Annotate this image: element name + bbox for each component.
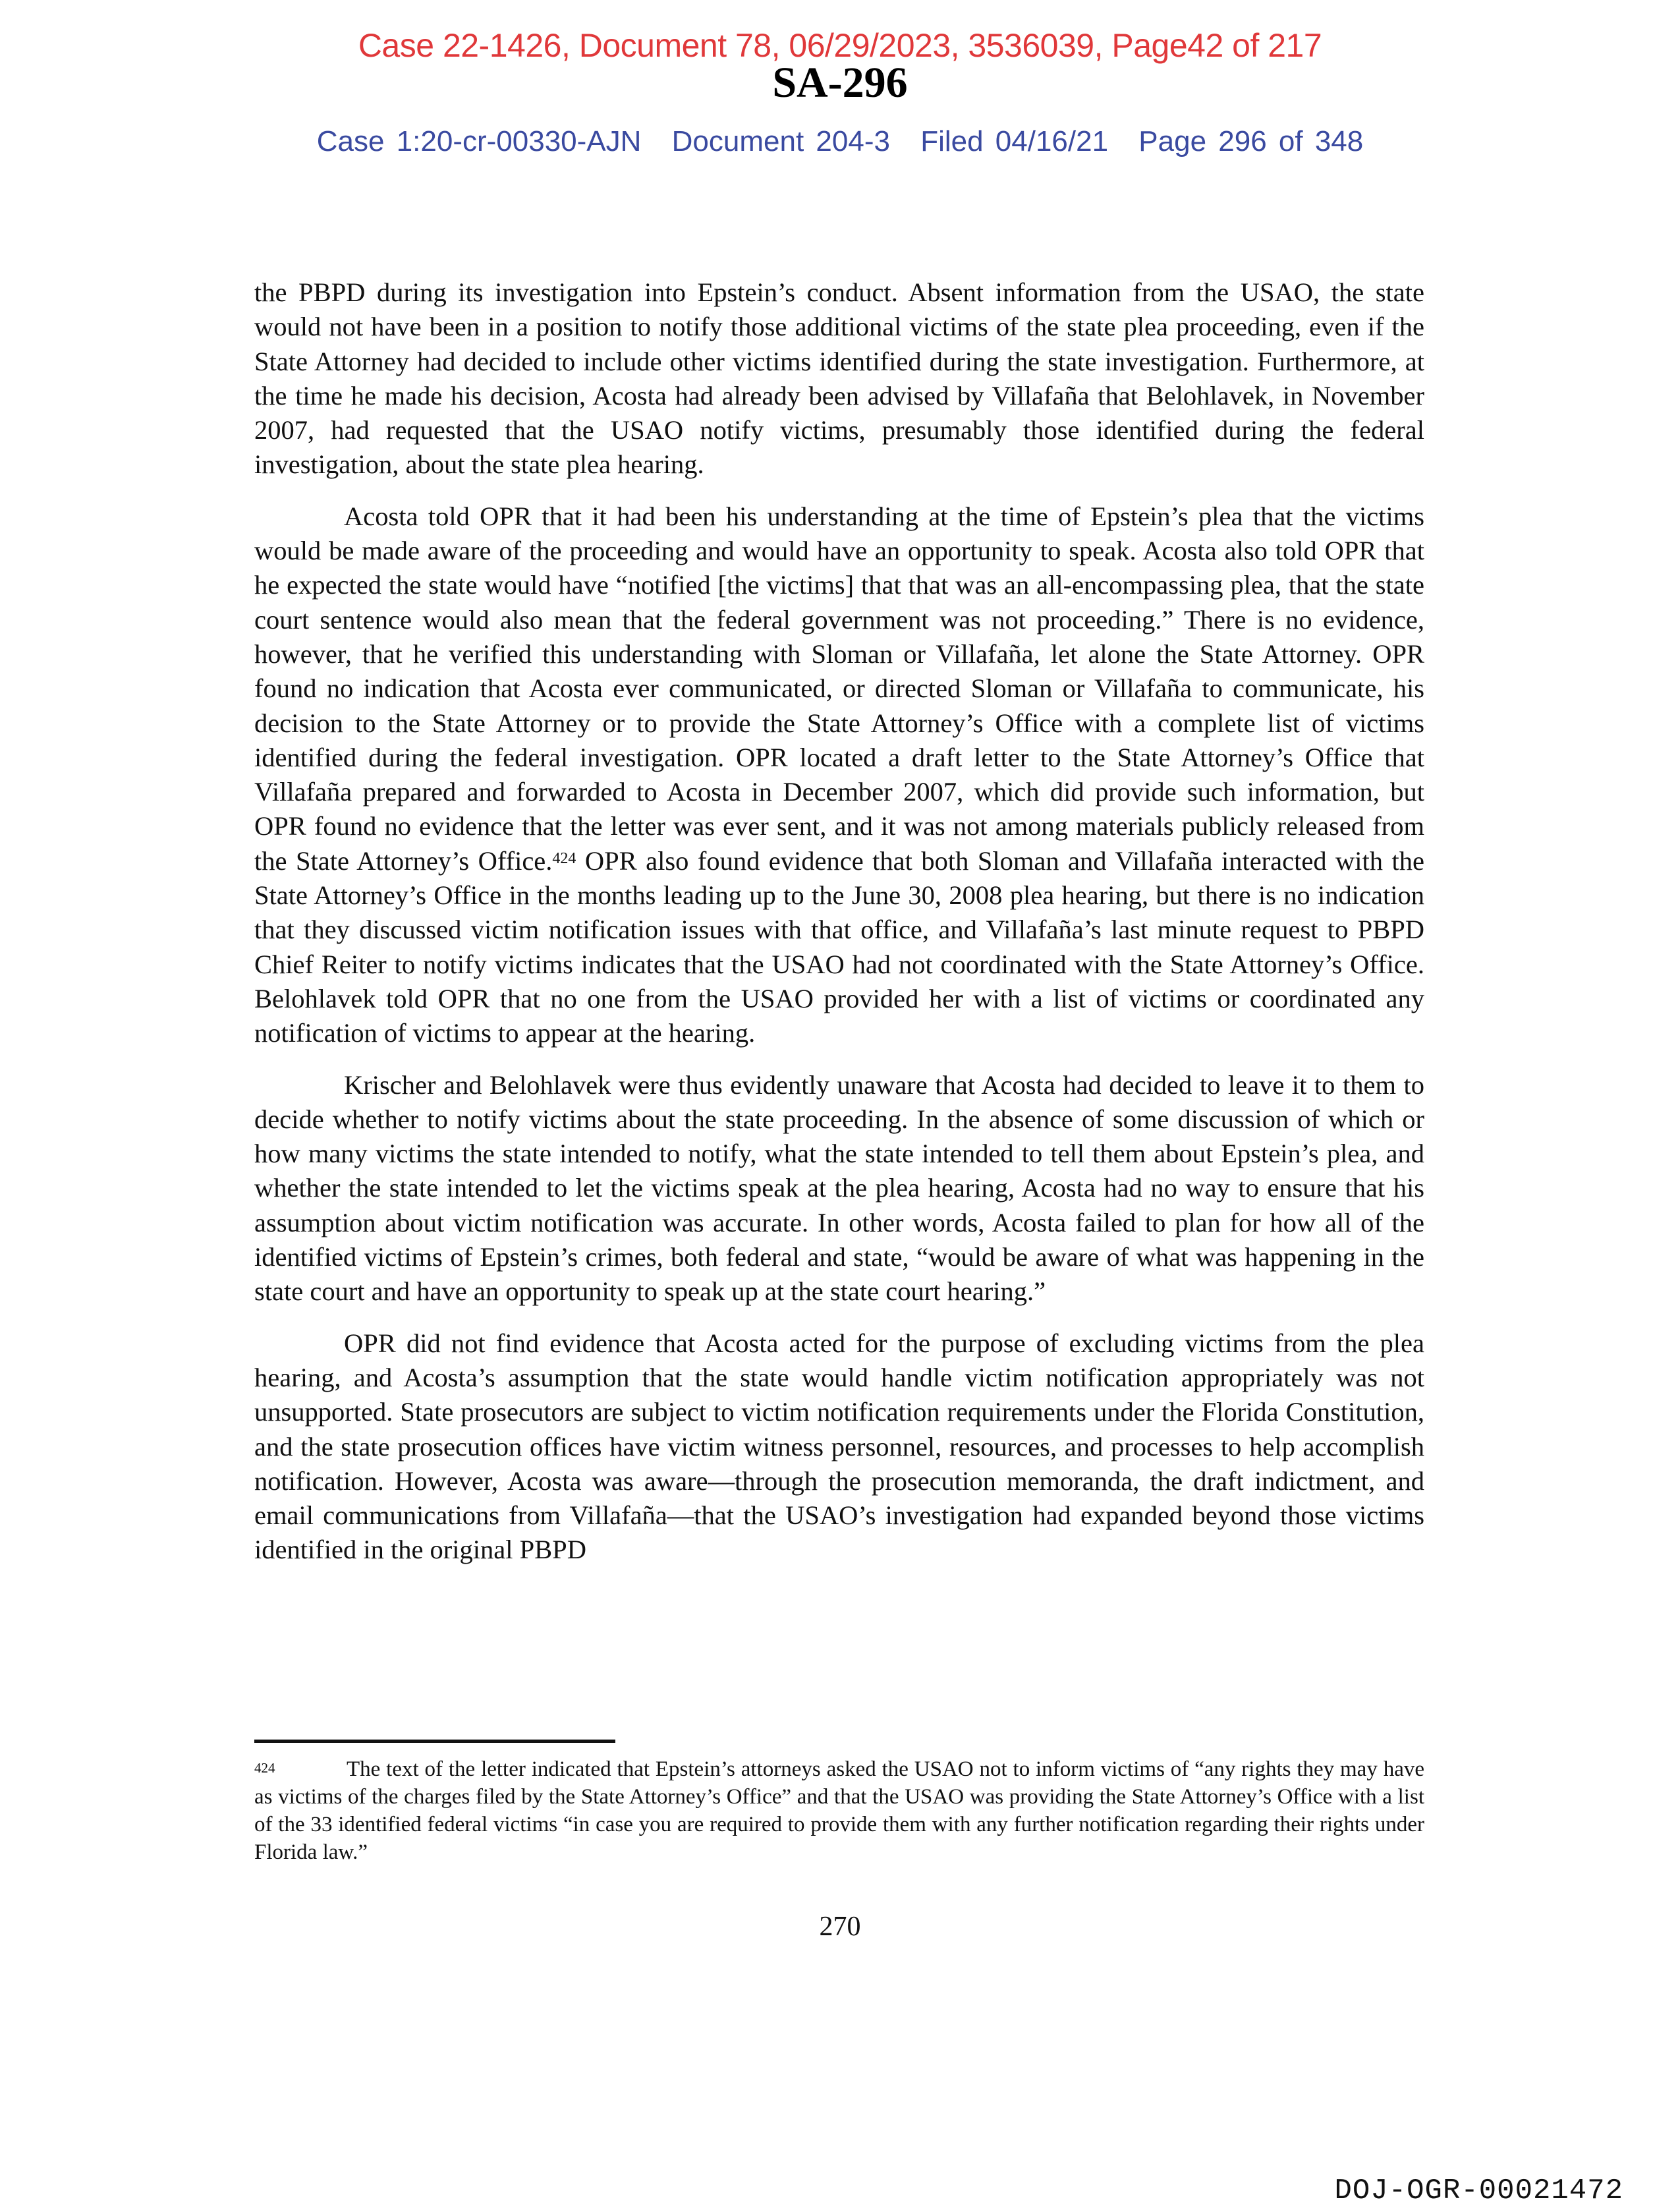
footnote-divider (254, 1740, 615, 1743)
stamp-case-number: Case 1:20-cr-00330-AJN (316, 125, 642, 157)
paragraph-acosta-understanding (254, 499, 1424, 1051)
footnote-text: The text of the letter indicated that Epstein’s attorneys asked the USAO not to inform victims of “any rights they may have as victims of the charges filed by the State Attorney’s Office” and that the USAO was providing the State Attorney’s Office with a list of the 33 identified federal victims “in case you are required to provide them with any further notification regarding their rights under Florida law.” (254, 1757, 1424, 1864)
footnote-number: 424 (254, 1760, 275, 1776)
stamp-page-count: Page 296 of 348 (1138, 125, 1364, 157)
paragraph-continued: the PBPD during its investigation into Epstein’s conduct. Absent information from the USAO, the state would not have been in a position to notify those additional victims of the state plea proceeding, even if the State Attorney had decided to include other victims identified during the state investigation. Furthermore, at the time he made his decision, Acosta had already been advised by Villafaña that Belohlavek, in November 2007, had requested that the USAO notify victims, presumably those identified during the federal investigation, about the state plea hearing. (254, 277, 1424, 480)
stamp-document-number: Document 204-3 (671, 125, 890, 157)
bates-number: DOJ-OGR-00021472 (1334, 2174, 1623, 2207)
document-body (254, 275, 1424, 1585)
footnote-424 (254, 1755, 1424, 1866)
paragraph-text: Acosta told OPR that it had been his understanding at the time of Epstein’s plea that the victims would be made aware of the proceeding and would have an opportunity to speak. Acosta also told OPR that he expected the state would have “notified [the victims] that that was an all-encompassing plea, that the state court sentence would also mean that the federal government was not proceeding.” There is no evidence, however, that he verified this understanding with Sloman or Villafaña, let alone the State Attorney. OPR found no indication that Acosta ever communicated, or directed Sloman or Villafaña to communicate, his decision to the State Attorney or to provide the State Attorney’s Office with a complete list of victims identified during the federal investigation. OPR located a draft letter to the State Attorney’s Office that Villafaña prepared and forwarded to Acosta in December 2007, which did provide such information, but OPR found no evidence that the letter was ever sent, and it was not among materials publicly released from the State Attorney’s Office. (254, 501, 1424, 876)
paragraph-text-cont: OPR also found evidence that both Sloman and Villafaña interacted with the State Attorney’s Office in the months leading up to the June 30, 2008 plea hearing, but there is no indication that they discussed victim notification issues with that office, and Villafaña’s last minute request to PBPD Chief Reiter to notify victims indicates that the USAO had not coordinated with the State Attorney’s Office. Belohlavek told OPR that no one from the USAO provided her with a list of victims or coordinated any notification of victims to appear at the hearing. (254, 845, 1425, 1048)
page-number: 270 (819, 1912, 861, 1942)
district-case-stamp (0, 125, 1680, 158)
appendix-page-label: SA-296 (772, 59, 908, 107)
appellate-case-stamp: Case 22-1426, Document 78, 06/29/2023, 3536039, Page42 of 217 (358, 27, 1322, 64)
stamp-filed-date: Filed 04/16/21 (920, 125, 1109, 157)
paragraph-opr-finding: OPR did not find evidence that Acosta acted for the purpose of excluding victims from the plea hearing, and Acosta’s assumption that the state would handle victim notification appropriately was not unsupported. State prosecutors are subject to victim notification requirements under the Florida Constitution, and the state prosecution offices have victim witness personnel, resources, and processes to help accomplish notification. However, Acosta was aware—through the prosecution memoranda, the draft indictment, and email communications from Villafaña—that the USAO’s investigation had expanded beyond those victims identified in the original PBPD (254, 1328, 1424, 1565)
paragraph-krischer-belohlavek: Krischer and Belohlavek were thus evidently unaware that Acosta had decided to leave it to them to decide whether to notify victims about the state proceeding. In the absence of some discussion of which or how many victims the state intended to notify, what the state intended to tell them about Epstein’s plea, and whether the state intended to let the victims speak at the plea hearing, Acosta had no way to ensure that his assumption about victim notification was accurate. In other words, Acosta failed to plan for how all of the identified victims of Epstein’s crimes, both federal and state, “would be aware of what was happening in the state court and have an opportunity to speak up at the state court hearing.” (254, 1069, 1424, 1307)
footnote-reference[interactable]: 424 (552, 849, 576, 867)
